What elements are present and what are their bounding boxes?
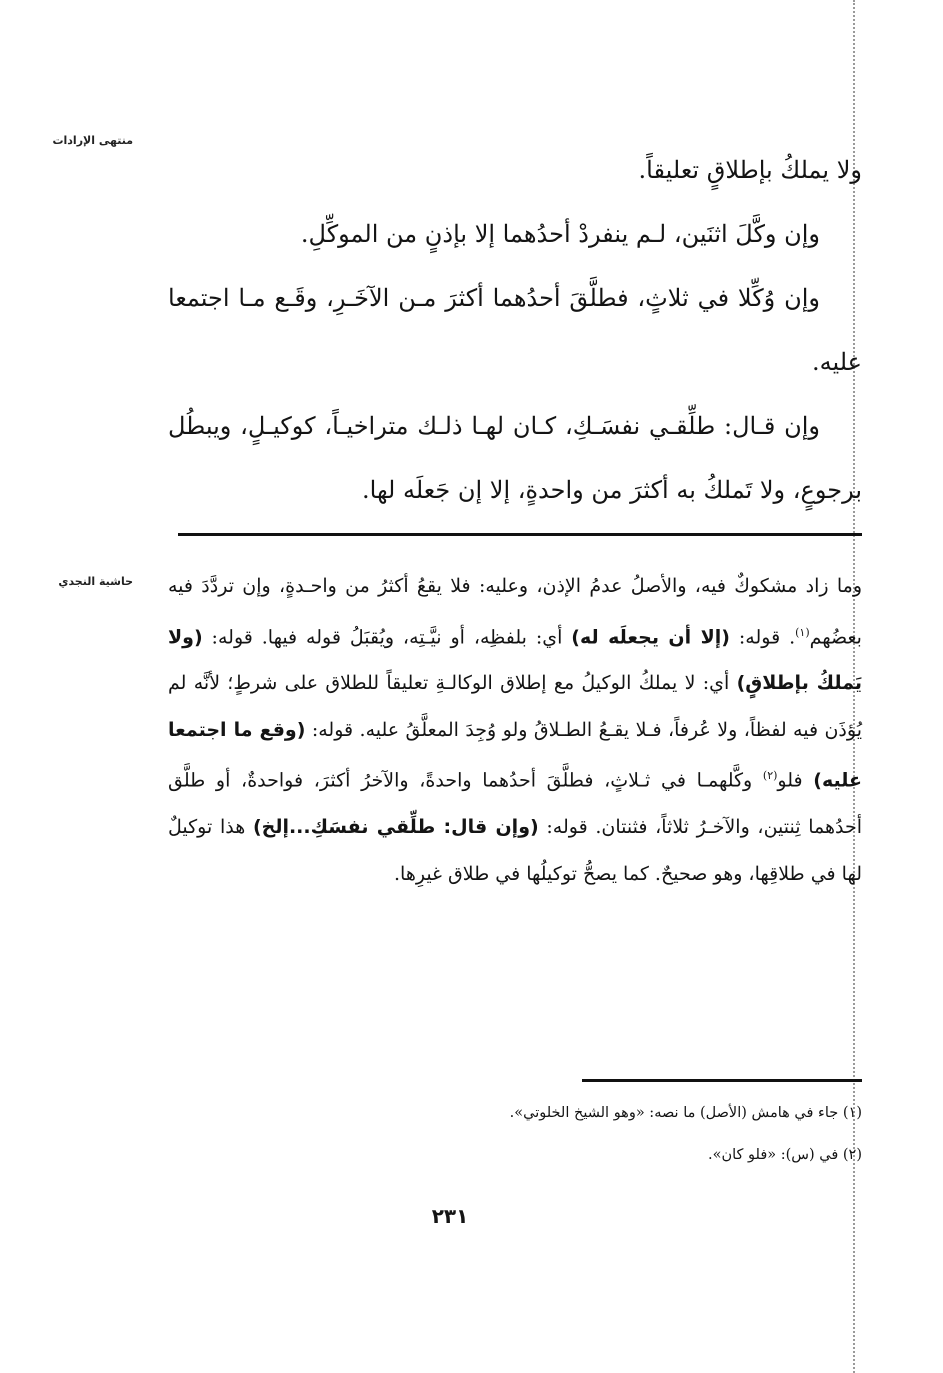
- main-text-first-line: ولا يملكُ بإطلاقٍ تعليقاً.: [638, 156, 862, 184]
- quoted-phrase: (وإن قال: طلِّقي نفسَكِ...إلخ): [252, 816, 539, 839]
- main-text-paragraph: وإن وُكِّلا في ثلاثٍ، فطلَّقَ أحدُهما أكثرَ مـن الآخَـرِ، وقَـع مـا اجتمعا عليه.: [168, 284, 862, 376]
- main-text-paragraph: وإن قـال: طلِّقـي نفسَـكِ، كـان لهـا ذلـك متراخيـاً، كوكيـلٍ، ويبطُل برجوعٍ، ولا تَملكُ به أكثرَ من واحدةٍ، إلا إن جَعلَه لها.: [168, 412, 862, 504]
- page-number: ٢٣١: [431, 1204, 469, 1228]
- commentary-span: أي: بلفظِه، أو نيَّـتِه، ويُقبَلُ قوله فيها. قوله:: [202, 625, 572, 648]
- commentary-span: . قوله:: [729, 625, 796, 648]
- footnote-ref: (٢): [762, 769, 778, 783]
- commentary-paragraph: [168, 563, 862, 897]
- section-divider: [178, 533, 862, 536]
- commentary-text: [168, 563, 862, 897]
- commentary-span: هذا توكيلٌ لها في طلاقِها، وهو صحيحٌ. كما يصحُّ توكيلُها في طلاق غيرِها.: [168, 816, 862, 885]
- commentary-span: وكَّلهمـا في ثـلاثٍ، فطلَّقَ أحدُهما واحدةً، والآخرُ أكثرَ، فواحدةٌ، أو طلَّق أحدُهما ثِنتين، والآخـرُ ثلاثاً، فثنتان. قوله:: [168, 769, 863, 839]
- quoted-phrase: (وقع ما اجتمعا عليه): [168, 718, 862, 792]
- footnote-divider: [582, 1079, 862, 1082]
- footnotes: [168, 1092, 862, 1176]
- footnote: (٢) في (س): «فلو كان».: [707, 1147, 862, 1163]
- commentary-span: فلو: [777, 769, 814, 792]
- main-text-paragraph: وإن وكَّلَ اثنَين، لـم ينفردْ أحدُهما إلا بإذنٍ من الموكِّلِ.: [300, 220, 820, 248]
- commentary-span: أي: لا يملكُ الوكيلُ مع إطلاق الوكالـةِ تعليقاً للطلاق على شرطٍ؛ لأنَّه لم يُؤذَن فيه لفظاً، ولا عُرفاً، فـلا يقـعُ الطـلاقُ ولو وُجِدَ المعلَّقُ عليه. قوله:: [168, 672, 862, 741]
- commentary-span: وما زاد مشكوكٌ فيه، والأصلُ عدمُ الإذن، وعليه: فلا يقعُ أكثرُ من واحـدةٍ، وإن تردَّدَ فيه بعضُهم: [168, 575, 862, 648]
- side-label-commentary: حاشية النجدي: [58, 575, 133, 588]
- side-label-book-title: منتهى الإرادات: [52, 134, 133, 147]
- main-text: [168, 138, 862, 522]
- quoted-phrase: (إلا أن يجعلَه له): [571, 625, 730, 648]
- quoted-phrase: (ولا يَملكُ بإطلاقٍ): [168, 625, 863, 695]
- footnote: (١) جاء في هامش (الأصل) ما نصه: «وهو الشيخ الخلوتي».: [509, 1105, 862, 1121]
- footnote-ref: (١): [795, 625, 810, 639]
